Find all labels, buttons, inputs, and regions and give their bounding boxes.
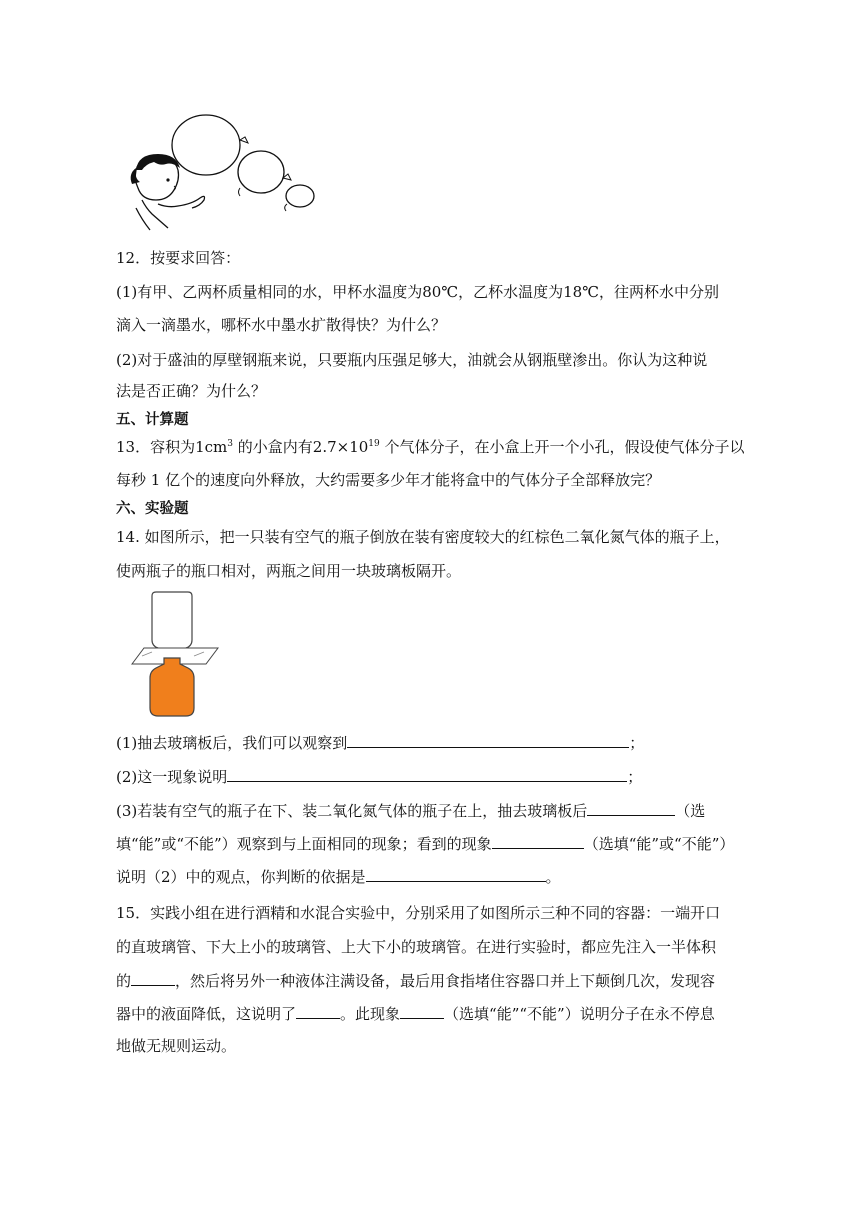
- q13-line2: 每秒 1 亿个的速度向外释放，大约需要多少年才能将盒中的气体分子全部释放完？: [116, 471, 661, 489]
- q14-answer-blank-5[interactable]: [366, 865, 546, 882]
- q15-line5: 地做无规则运动。: [116, 1037, 237, 1055]
- q14-subq1: (1)抽去玻璃板后，我们可以观察到 ；: [116, 731, 756, 754]
- section-calculation-heading: 五、计算题: [116, 412, 189, 428]
- section-experiment-heading: 六、实验题: [116, 501, 189, 517]
- q14-answer-blank-2[interactable]: [227, 765, 627, 782]
- q14-line1: 14. 如图所示，把一只装有空气的瓶子倒放在装有密度较大的红棕色二氧化氮气体的瓶子上，: [116, 528, 730, 546]
- q15-answer-blank-2[interactable]: [296, 1002, 340, 1019]
- q14-answer-blank-3[interactable]: [587, 799, 675, 816]
- q15-line1: 15．实践小组在进行酒精和水混合实验中，分别采用了如图所示三种不同的容器：一端开口: [116, 904, 721, 922]
- q12-part1-line2: 滴入一滴墨水，哪杯水中墨水扩散得快？为什么？: [116, 316, 447, 334]
- q14-line2: 使两瓶子的瓶口相对，两瓶之间用一块玻璃板隔开。: [116, 562, 462, 580]
- q15-line3: 的 ，然后将另外一种液体注满设备，最后用食指堵住容器口并上下颠倒几次，发现容: [116, 969, 756, 992]
- q12-part2-line2: 法是否正确？为什么？: [116, 382, 267, 400]
- q14-subq2: (2)这一现象说明 ；: [116, 765, 756, 788]
- q15-line2: 的直玻璃管、下大上小的玻璃管、上大下小的玻璃管。在进行实验时，都应先注入一半体积: [116, 938, 717, 956]
- q14-subq3-line1: (3)若装有空气的瓶子在下、装二氧化氮气体的瓶子在上，抽去玻璃板后 （选: [116, 799, 756, 822]
- q14-answer-blank-4[interactable]: [492, 832, 584, 849]
- q13-line1: 13．容积为$1cm^3$ 的小盒内有$2.7\times 10^{19}$ 个气体分子，在小盒上开一个小孔，假设使气体分子以: [116, 438, 745, 456]
- q15-answer-blank-3[interactable]: [400, 1002, 444, 1019]
- q14-subq3-line2: 填“能”或“不能”）观察到与上面相同的现象；看到的现象 （选填“能”或“不能”）: [116, 832, 756, 855]
- boy-bubbles-figure: [128, 108, 328, 238]
- q12-part2-line1: (2)对于盛油的厚壁钢瓶来说，只要瓶内压强足够大，油就会从钢瓶壁渗出。你认为这种说: [116, 351, 708, 369]
- q14-answer-blank-1[interactable]: [347, 731, 629, 748]
- q12-title: 12．按要求回答：: [116, 249, 241, 267]
- bottles-figure: [130, 590, 220, 720]
- q15-line4: 器中的液面降低，这说明了 。此现象 （选填“能”“不能”）说明分子在永不停息: [116, 1002, 756, 1025]
- q12-part1-line1: (1)有甲、乙两杯质量相同的水，甲杯水温度为80℃，乙杯水温度为18℃，往两杯水中分别: [116, 283, 719, 301]
- q15-answer-blank-1[interactable]: [131, 969, 175, 986]
- q14-subq3-line3: 说明（2）中的观点，你判断的依据是 。: [116, 865, 756, 888]
